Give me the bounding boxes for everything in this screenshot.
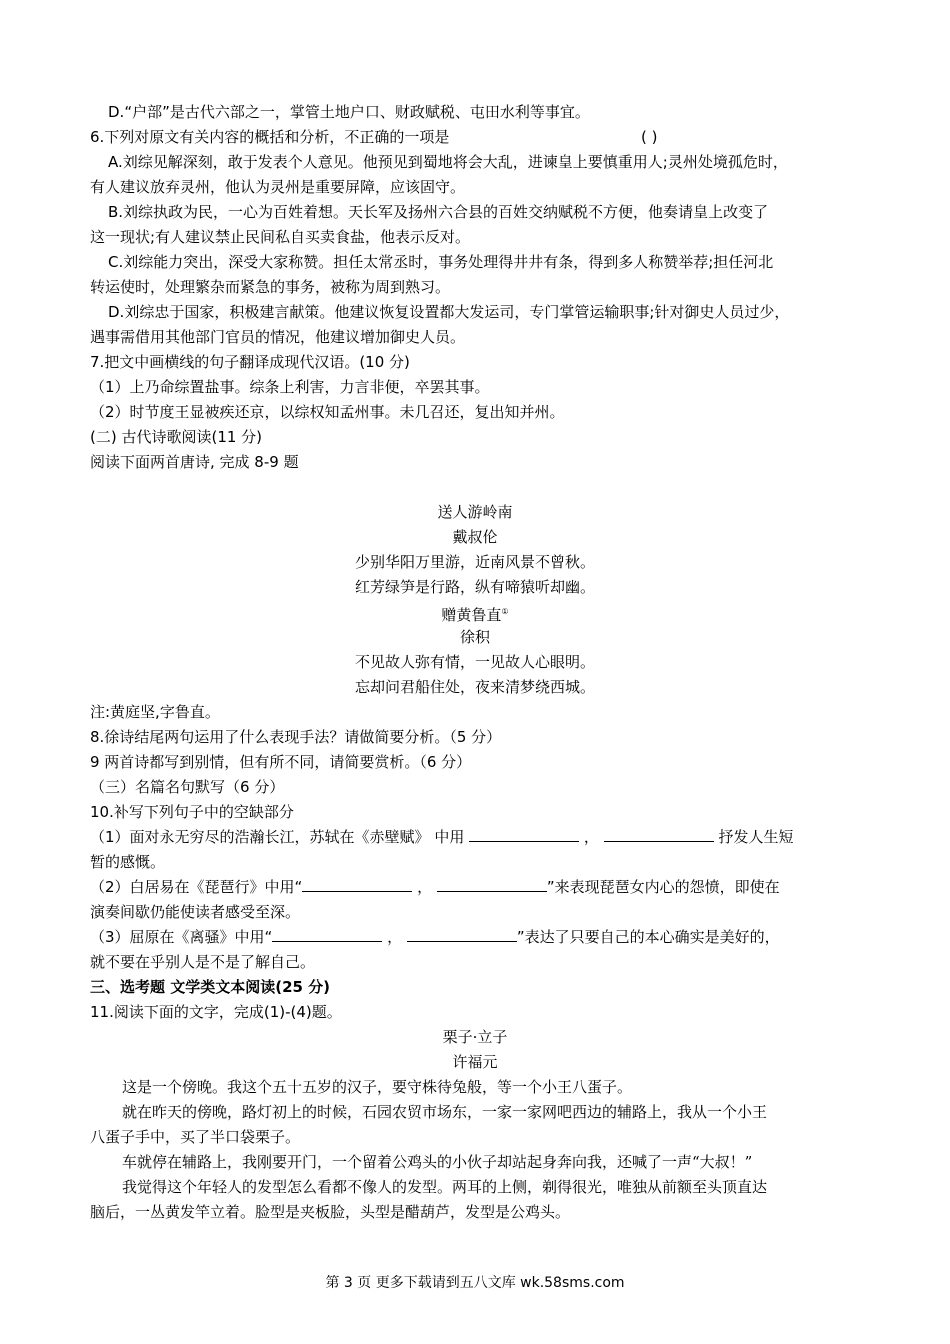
story-para2-line1: 就在昨天的傍晚，路灯初上的时候，石园农贸市场东，一家一家网吧西边的辅路上，我从一个小王 <box>122 1103 768 1121</box>
q10-item1-text: （1）面对永无穷尽的浩瀚长江，苏轼在《赤壁赋》 中用 <box>90 828 465 846</box>
story-para4-line1: 我觉得这个年轻人的发型怎么看都不像人的发型。两耳的上侧，剃得很光，唯独从前额至头顶直达 <box>122 1178 768 1196</box>
q10-item1-tail: 抒发人生短 <box>718 828 794 846</box>
poem2-title: 赠黄鲁直 <box>441 606 502 624</box>
q11-stem: 11.阅读下面的文字，完成(1)-(4)题。 <box>90 1003 342 1021</box>
q6-option-b-line1: B.刘综执政为民，一心为百姓着想。天长军及扬州六合县的百姓交纳赋税不方便，他奏请皇上改变了 <box>108 203 769 221</box>
q6-option-d-line1: D.刘综忠于国家，积极建言献策。他建议恢复设置都大发运司，专门掌管运输职事;针对御史人员过少， <box>108 303 790 321</box>
poem1-title: 送人游岭南 <box>437 503 513 521</box>
q10-item1-comma: ， <box>583 828 599 846</box>
q5-option-d: D.“户部”是古代六部之一，掌管土地户口、财政赋税、屯田水利等事宜。 <box>108 103 590 121</box>
q10-item2 <box>90 876 780 898</box>
poem2-line1: 不见故人弥有情，一见故人心眼明。 <box>354 653 595 671</box>
part3-title: 文学类文本阅读(25 分) <box>170 978 331 996</box>
q10-stem: 10.补写下列句子中的空缺部分 <box>90 803 294 821</box>
q10-item3-text: （3）屈原在《离骚》中用“ <box>90 928 273 946</box>
blank-2a[interactable] <box>302 876 412 892</box>
poem2-line2: 忘却问君船住处，夜来清梦绕西城。 <box>354 678 595 696</box>
part3-heading <box>90 976 330 998</box>
q10-item2-cont: 演奏间歇仍能使读者感受至深。 <box>90 903 301 921</box>
q10-item3-cont: 就不要在乎别人是不是了解自己。 <box>90 953 316 971</box>
q10-item1 <box>90 826 793 848</box>
q10-item3-comma: ， <box>387 928 403 946</box>
q6-option-c-line1: C.刘综能力突出，深受大家称赞。担任太常丞时，事务处理得井井有条，得到多人称赞举荐;担任河北 <box>108 253 774 271</box>
q10-item3-tail: ”表达了只要自己的本心确实是美好的， <box>516 928 780 946</box>
q7-sentence-1: （1）上乃命综置盐事。综条上利害，力言非便，卒罢其事。 <box>90 378 490 396</box>
story-para1: 这是一个傍晚。我这个五十五岁的汉子，要守株待兔般，等一个小王八蛋子。 <box>122 1078 633 1096</box>
section3-title: （三）名篇名句默写（6 分） <box>90 778 285 796</box>
poem1-line2: 红芳绿笋是行路，纵有啼猿听却幽。 <box>354 578 595 596</box>
section2-title: (二) 古代诗歌阅读(11 分) <box>90 428 263 446</box>
q9: 9 两首诗都写到别情，但有所不同，请简要赏析。（6 分） <box>90 753 472 771</box>
q10-item2-text: （2）白居易在《琵琶行》中用“ <box>90 878 303 896</box>
q6-stem: 6.下列对原文有关内容的概括和分析，不正确的一项是 <box>90 128 450 146</box>
blank-1a[interactable] <box>469 826 579 842</box>
q6-option-d-line2: 遇事需借用其他部门官员的情况，他建议增加御史人员。 <box>90 328 466 346</box>
q8: 8.徐诗结尾两句运用了什么表现手法？请做简要分析。（5 分） <box>90 728 502 746</box>
footnote-marker: ① <box>501 607 509 616</box>
blank-3a[interactable] <box>272 926 382 942</box>
q6-option-a-line2: 有人建议放弃灵州，他认为灵州是重要屏障，应该固守。 <box>90 178 466 196</box>
q7-stem: 7.把文中画横线的句子翻译成现代汉语。(10 分) <box>90 353 410 371</box>
poem2-author: 徐积 <box>459 628 490 646</box>
part3-label: 三、选考题 <box>90 978 171 996</box>
q6-option-a-line1: A.刘综见解深刻，敢于发表个人意见。他预见到蜀地将会大乱，进谏皇上要慎重用人;灵州处境孤危时， <box>108 153 788 171</box>
q6-option-b-line2: 这一现状;有人建议禁止民间私自买卖食盐，他表示反对。 <box>90 228 471 246</box>
poem1-line1: 少别华阳万里游，近南风景不曾秋。 <box>354 553 595 571</box>
poem-note: 注:黄庭坚,字鲁直。 <box>90 703 220 721</box>
blank-2b[interactable] <box>437 876 547 892</box>
story-para2-line2: 八蛋子手中，买了半口袋栗子。 <box>90 1128 301 1146</box>
q10-item2-comma: ， <box>417 878 433 896</box>
q6-option-c-line2: 转运使时，处理繁杂而紧急的事务，被称为周到熟习。 <box>90 278 451 296</box>
blank-3b[interactable] <box>407 926 517 942</box>
q10-item3 <box>90 926 780 948</box>
story-title: 栗子·立子 <box>442 1028 508 1046</box>
q7-sentence-2: （2）时节度王显被疾还京，以综权知孟州事。未几召还，复出知并州。 <box>90 403 565 421</box>
story-para3: 车就停在辅路上，我刚要开门，一个留着公鸡头的小伙子却站起身奔向我，还喊了一声“大叔！” <box>122 1153 753 1171</box>
poem1-author: 戴叔伦 <box>452 528 498 546</box>
story-author: 许福元 <box>452 1053 498 1071</box>
q10-item2-tail: ”来表现琵琶女内心的怨愤，即使在 <box>546 878 780 896</box>
q6-answer-paren: ( ) <box>641 128 658 146</box>
section2-intro: 阅读下面两首唐诗, 完成 8-9 题 <box>90 453 299 471</box>
page-footer: 第 3 页 更多下载请到五八文库 wk.58sms.com <box>325 1275 625 1291</box>
poem2-title-row <box>0 601 950 626</box>
blank-1b[interactable] <box>604 826 714 842</box>
story-para4-line2: 脑后，一丛黄发竿立着。脸型是夹板脸，头型是醋葫芦，发型是公鸡头。 <box>90 1203 571 1221</box>
q10-item1-cont: 暂的感慨。 <box>90 853 166 871</box>
